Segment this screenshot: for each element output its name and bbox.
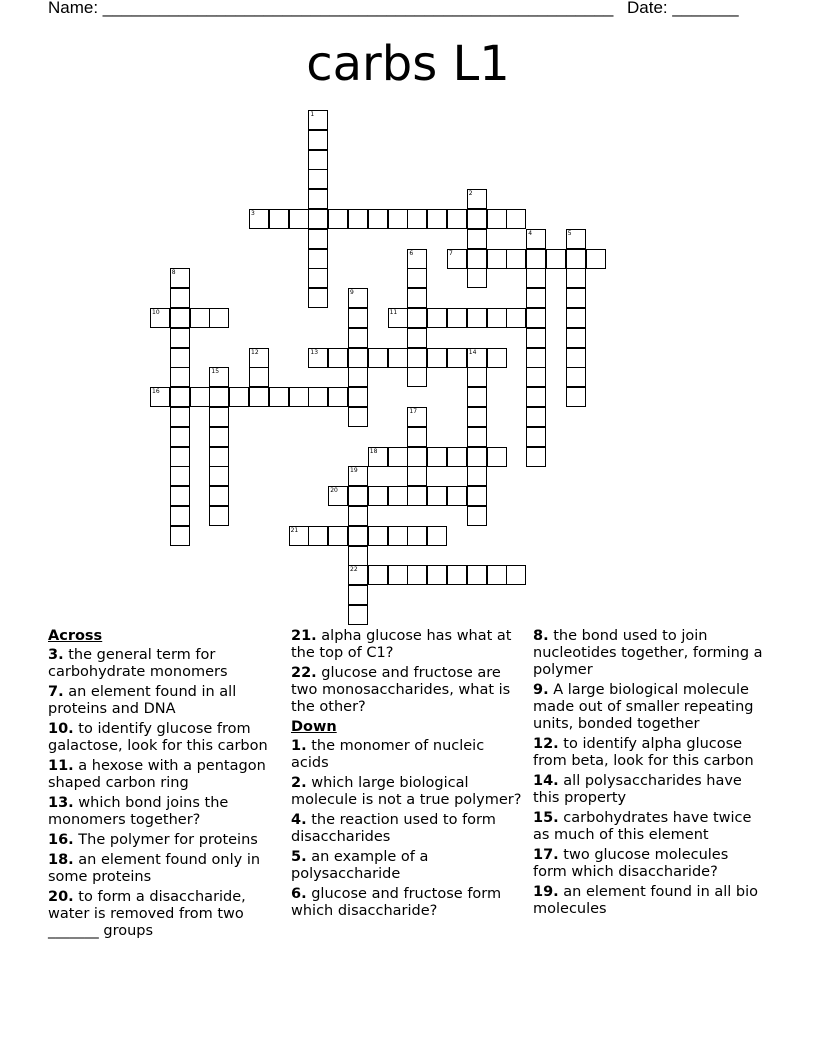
clue-number: 19. <box>533 884 559 900</box>
grid-cell[interactable] <box>467 249 487 269</box>
grid-cell[interactable] <box>368 209 388 229</box>
grid-cell[interactable] <box>170 387 190 407</box>
grid-cell[interactable] <box>546 249 566 269</box>
clue-text: which large biological molecule is not a true polymer? <box>291 775 522 808</box>
clue-number-label: 4 <box>528 229 533 237</box>
grid-cell[interactable] <box>209 387 229 407</box>
clue-text: the general term for carbohydrate monomers <box>48 647 228 680</box>
grid-cell[interactable] <box>348 348 368 368</box>
grid-cell[interactable] <box>467 466 487 486</box>
grid-cell[interactable] <box>526 328 546 348</box>
grid-cell[interactable] <box>566 249 586 269</box>
grid-cell[interactable] <box>289 387 309 407</box>
grid-cell[interactable] <box>467 427 487 447</box>
clue-number-label: 1 <box>310 111 315 118</box>
across-heading: Across <box>48 628 103 644</box>
grid-cell[interactable] <box>209 447 229 467</box>
clue-text: to identify glucose from galactose, look for this carbon <box>48 721 268 754</box>
grid-cell[interactable] <box>467 565 487 585</box>
grid-cell[interactable] <box>348 308 368 328</box>
grid-cell[interactable] <box>368 565 388 585</box>
grid-cell[interactable] <box>506 565 526 585</box>
grid-cell[interactable] <box>407 367 427 387</box>
down-clue <box>533 736 765 770</box>
grid-cell[interactable] <box>586 249 606 269</box>
down-clue <box>291 849 523 883</box>
grid-cell[interactable] <box>467 407 487 427</box>
grid-cell[interactable] <box>348 209 368 229</box>
grid-cell[interactable] <box>209 308 229 328</box>
grid-cell[interactable] <box>526 308 546 328</box>
down-clue <box>533 628 765 679</box>
grid-cell[interactable] <box>388 447 408 467</box>
grid-cell[interactable] <box>190 387 210 407</box>
clue-number-label: 19 <box>350 467 358 475</box>
grid-cell[interactable] <box>407 348 427 368</box>
across-clue <box>48 721 280 755</box>
grid-cell[interactable] <box>487 308 507 328</box>
clue-number: 4. <box>291 812 307 828</box>
across-clue <box>48 684 280 718</box>
clue-text: the monomer of nucleic acids <box>291 738 485 771</box>
clue-number-label: 7 <box>449 249 453 257</box>
clue-text: the bond used to join nucleotides together, forming a polymer <box>533 628 763 678</box>
clue-number-label: 20 <box>330 487 338 495</box>
grid-cell[interactable] <box>328 526 348 546</box>
grid-cell[interactable] <box>526 348 546 368</box>
grid-cell[interactable] <box>308 387 328 407</box>
clue-text: an element found only in some proteins <box>48 852 261 885</box>
clue-text: an example of a polysaccharide <box>291 849 429 882</box>
grid-cell[interactable] <box>170 526 190 546</box>
grid-cell[interactable] <box>170 328 190 348</box>
down-clue <box>291 812 523 846</box>
grid-cell[interactable] <box>407 565 427 585</box>
clue-number-label: 22 <box>350 566 358 574</box>
clue-number-label: 11 <box>389 309 398 316</box>
grid-cell[interactable] <box>249 367 269 387</box>
grid-cell[interactable] <box>447 565 467 585</box>
grid-cell[interactable] <box>170 288 190 308</box>
grid-cell[interactable] <box>526 447 546 467</box>
grid-cell[interactable] <box>407 209 427 229</box>
grid-cell[interactable] <box>407 288 427 308</box>
grid-cell[interactable] <box>427 348 447 368</box>
name-field[interactable]: Name: ______________________________________________________ <box>48 0 614 17</box>
clue-text: alpha glucose has what at the top of C1? <box>291 628 512 661</box>
clue-number: 21. <box>291 628 317 644</box>
down-clue <box>291 738 523 772</box>
grid-cell[interactable] <box>566 328 586 348</box>
grid-cell[interactable] <box>467 308 487 328</box>
page-title: carbs L1 <box>306 36 510 92</box>
down-clue <box>533 810 765 844</box>
across-clue <box>291 665 523 716</box>
down-clue <box>533 682 765 733</box>
grid-cell[interactable] <box>427 308 447 328</box>
clue-number: 12. <box>533 736 559 752</box>
grid-cell[interactable] <box>348 486 368 506</box>
grid-cell[interactable] <box>487 447 507 467</box>
grid-cell[interactable] <box>170 367 190 387</box>
clue-number-label: 5 <box>567 229 572 237</box>
grid-cell[interactable] <box>308 189 328 209</box>
clue-number-label: 3 <box>251 210 255 217</box>
grid-cell[interactable] <box>467 486 487 506</box>
grid-cell[interactable] <box>388 209 408 229</box>
grid-cell[interactable] <box>209 506 229 526</box>
grid-cell[interactable] <box>427 209 447 229</box>
grid-cell[interactable] <box>308 150 328 170</box>
clue-number-label: 12 <box>251 348 259 356</box>
clue-number: 1. <box>291 738 307 754</box>
down-clue <box>533 847 765 881</box>
clue-text: glucose and fructose are two monosaccharides, what is the other? <box>291 665 511 715</box>
clue-number: 18. <box>48 852 74 868</box>
down-clue <box>291 775 523 809</box>
across-clue <box>48 852 280 886</box>
clue-number: 8. <box>533 628 549 644</box>
clue-text: which bond joins the monomers together? <box>48 795 229 828</box>
grid-cell[interactable] <box>467 268 487 288</box>
grid-cell[interactable] <box>467 209 487 229</box>
down-clue <box>533 884 765 918</box>
grid-cell[interactable] <box>348 367 368 387</box>
grid-cell[interactable] <box>388 526 408 546</box>
grid-cell[interactable] <box>407 447 427 467</box>
clue-number: 22. <box>291 665 317 681</box>
grid-cell[interactable] <box>447 348 467 368</box>
clue-text: The polymer for proteins <box>78 832 258 848</box>
grid-cell[interactable] <box>566 348 586 368</box>
grid-cell[interactable] <box>447 308 467 328</box>
clue-number: 11. <box>48 758 74 774</box>
grid-cell[interactable] <box>526 407 546 427</box>
grid-cell[interactable] <box>328 387 348 407</box>
clue-number: 5. <box>291 849 307 865</box>
grid-cell[interactable] <box>526 288 546 308</box>
grid-cell[interactable] <box>566 268 586 288</box>
grid-cell[interactable] <box>407 466 427 486</box>
grid-cell[interactable] <box>487 249 507 269</box>
clue-text: two glucose molecules form which disaccharide? <box>533 847 729 880</box>
grid-cell[interactable] <box>447 209 467 229</box>
grid-cell[interactable] <box>407 328 427 348</box>
clue-text: the reaction used to form disaccharides <box>291 812 496 845</box>
grid-cell[interactable] <box>368 526 388 546</box>
grid-cell[interactable] <box>308 229 328 249</box>
grid-cell[interactable] <box>467 367 487 387</box>
grid-cell[interactable] <box>506 209 526 229</box>
clue-text: carbohydrates have twice as much of this element <box>533 810 752 843</box>
clue-number-label: 16 <box>152 388 160 396</box>
clue-number-label: 6 <box>409 249 414 257</box>
grid-cell[interactable] <box>170 466 190 486</box>
clue-number: 9. <box>533 682 549 698</box>
clue-number: 20. <box>48 889 74 905</box>
clue-number: 15. <box>533 810 559 826</box>
grid-cell[interactable] <box>348 526 368 546</box>
grid-cell[interactable] <box>269 387 289 407</box>
clue-number: 6. <box>291 886 307 902</box>
grid-cell[interactable] <box>506 249 526 269</box>
grid-cell[interactable] <box>249 387 269 407</box>
grid-cell[interactable] <box>368 348 388 368</box>
across-clue <box>48 758 280 792</box>
clue-number: 2. <box>291 775 307 791</box>
grid-cell[interactable] <box>170 427 190 447</box>
clue-text: to identify alpha glucose from beta, look for this carbon <box>533 736 754 769</box>
clue-number-label: 2 <box>468 190 473 198</box>
date-field[interactable]: Date: _______ <box>627 0 739 17</box>
grid-cell[interactable] <box>348 387 368 407</box>
grid-cell[interactable] <box>368 486 388 506</box>
clue-text: all polysaccharides have this property <box>533 773 742 806</box>
clue-number: 13. <box>48 795 74 811</box>
grid-cell[interactable] <box>328 209 348 229</box>
grid-cell[interactable] <box>269 209 289 229</box>
clue-number-label: 14 <box>468 348 477 356</box>
grid-cell[interactable] <box>170 308 190 328</box>
clue-number-label: 21 <box>290 526 299 534</box>
clue-text: to form a disaccharide, water is removed from two _______ groups <box>48 889 246 939</box>
grid-cell[interactable] <box>229 387 249 407</box>
grid-cell[interactable] <box>566 308 586 328</box>
grid-cell[interactable] <box>566 367 586 387</box>
clue-number-label: 8 <box>171 269 176 277</box>
grid-cell[interactable] <box>328 348 348 368</box>
grid-cell[interactable] <box>308 169 328 189</box>
grid-cell[interactable] <box>407 486 427 506</box>
clue-text: A large biological molecule made out of smaller repeating units, bonded together <box>533 682 754 732</box>
clue-number-label: 18 <box>369 447 378 455</box>
clue-number-label: 10 <box>152 309 160 316</box>
grid-cell[interactable] <box>427 526 447 546</box>
grid-cell[interactable] <box>308 209 328 229</box>
grid-cell[interactable] <box>506 308 526 328</box>
grid-cell[interactable] <box>170 506 190 526</box>
down-clue <box>291 886 523 920</box>
clue-text: glucose and fructose form which disaccharide? <box>291 886 502 919</box>
grid-cell[interactable] <box>348 546 368 566</box>
clue-number-label: 15 <box>211 368 220 376</box>
grid-cell[interactable] <box>487 348 507 368</box>
grid-cell[interactable] <box>526 268 546 288</box>
clue-number: 17. <box>533 847 559 863</box>
grid-cell[interactable] <box>348 585 368 605</box>
grid-cell[interactable] <box>388 348 408 368</box>
grid-cell[interactable] <box>407 427 427 447</box>
clue-number: 14. <box>533 773 559 789</box>
grid-cell[interactable] <box>348 605 368 625</box>
grid-cell[interactable] <box>348 506 368 526</box>
grid-cell[interactable] <box>209 466 229 486</box>
grid-cell[interactable] <box>388 565 408 585</box>
grid-cell[interactable] <box>447 486 467 506</box>
down-heading: Down <box>291 719 337 735</box>
grid-cell[interactable] <box>209 407 229 427</box>
clues-column-2 <box>291 628 523 923</box>
clue-number: 7. <box>48 684 64 700</box>
across-clue <box>48 832 280 849</box>
grid-cell[interactable] <box>170 407 190 427</box>
clue-text: an element found in all bio molecules <box>533 884 759 917</box>
grid-cell[interactable] <box>467 506 487 526</box>
grid-cell[interactable] <box>308 130 328 150</box>
across-clue <box>291 628 523 662</box>
grid-cell[interactable] <box>566 387 586 407</box>
across-clue <box>48 795 280 829</box>
grid-cell[interactable] <box>407 268 427 288</box>
grid-cell[interactable] <box>447 447 467 467</box>
grid-cell[interactable] <box>308 268 328 288</box>
grid-cell[interactable] <box>348 407 368 427</box>
grid-cell[interactable] <box>467 447 487 467</box>
grid-cell[interactable] <box>348 328 368 348</box>
grid-cell[interactable] <box>467 229 487 249</box>
down-clue <box>533 773 765 807</box>
grid-cell[interactable] <box>526 367 546 387</box>
grid-cell[interactable] <box>308 288 328 308</box>
clue-number-label: 17 <box>409 408 418 415</box>
grid-cell[interactable] <box>526 427 546 447</box>
grid-cell[interactable] <box>427 565 447 585</box>
clue-number-label: 13 <box>310 348 319 356</box>
clue-number: 3. <box>48 647 64 663</box>
grid-cell[interactable] <box>566 288 586 308</box>
grid-cell[interactable] <box>407 308 427 328</box>
grid-cell[interactable] <box>209 427 229 447</box>
clue-text: a hexose with a pentagon shaped carbon ring <box>48 758 266 791</box>
across-clue <box>48 647 280 681</box>
grid-cell[interactable] <box>526 249 546 269</box>
grid-cell[interactable] <box>407 526 427 546</box>
clues-column-3 <box>533 628 765 921</box>
grid-cell[interactable] <box>467 387 487 407</box>
grid-cell[interactable] <box>487 565 507 585</box>
grid-cell[interactable] <box>308 249 328 269</box>
grid-cell[interactable] <box>190 308 210 328</box>
grid-cell[interactable] <box>170 486 190 506</box>
clue-number-label: 9 <box>350 289 354 297</box>
clue-number: 16. <box>48 832 74 848</box>
grid-cell[interactable] <box>170 348 190 368</box>
grid-cell[interactable] <box>388 486 408 506</box>
grid-cell[interactable] <box>427 447 447 467</box>
grid-cell[interactable] <box>289 209 309 229</box>
clues-column-1 <box>48 628 280 943</box>
clue-number: 10. <box>48 721 74 737</box>
grid-cell[interactable] <box>170 447 190 467</box>
grid-cell[interactable] <box>427 486 447 506</box>
grid-cell[interactable] <box>526 387 546 407</box>
grid-cell[interactable] <box>209 486 229 506</box>
across-clue <box>48 889 280 940</box>
grid-cell[interactable] <box>308 526 328 546</box>
grid-cell[interactable] <box>487 209 507 229</box>
clue-text: an element found in all proteins and DNA <box>48 684 237 717</box>
